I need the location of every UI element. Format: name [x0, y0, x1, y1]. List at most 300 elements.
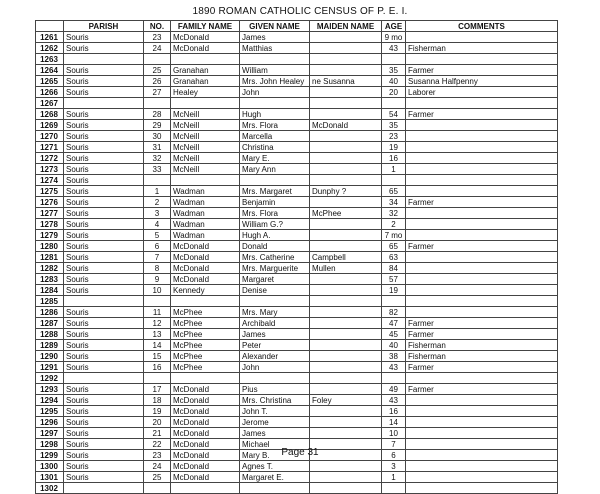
parish-cell — [64, 98, 144, 109]
age-cell: 47 — [382, 318, 406, 329]
household-number: 27 — [144, 87, 171, 98]
age-cell: 65 — [382, 241, 406, 252]
family-name-cell: McNeill — [171, 142, 240, 153]
age-cell: 35 — [382, 120, 406, 131]
household-number — [144, 373, 171, 384]
household-number: 3 — [144, 208, 171, 219]
table-body — [36, 32, 558, 494]
family-name-cell: McNeill — [171, 131, 240, 142]
household-number: 32 — [144, 153, 171, 164]
maiden-name-cell — [310, 230, 382, 241]
family-name-cell: McPhee — [171, 362, 240, 373]
family-name-cell: McPhee — [171, 340, 240, 351]
age-cell: 82 — [382, 307, 406, 318]
family-name-cell — [171, 98, 240, 109]
parish-cell — [64, 483, 144, 494]
comments-cell: Fisherman — [406, 43, 558, 54]
table-row — [36, 120, 558, 131]
parish-cell — [64, 373, 144, 384]
given-name-cell: Marcella — [240, 131, 310, 142]
table-row — [36, 307, 558, 318]
table-row — [36, 351, 558, 362]
given-name-cell: Benjamin — [240, 197, 310, 208]
parish-cell: Souris — [64, 318, 144, 329]
parish-cell: Souris — [64, 87, 144, 98]
comments-cell — [406, 274, 558, 285]
age-cell: 35 — [382, 65, 406, 76]
family-name-cell: Wadman — [171, 208, 240, 219]
family-name-cell: McDonald — [171, 428, 240, 439]
given-name-cell: Christina — [240, 142, 310, 153]
given-name-cell: Margaret — [240, 274, 310, 285]
household-number: 12 — [144, 318, 171, 329]
parish-cell: Souris — [64, 65, 144, 76]
age-cell — [382, 483, 406, 494]
table-row — [36, 406, 558, 417]
family-name-cell: Kennedy — [171, 285, 240, 296]
record-number: 1295 — [36, 406, 64, 417]
family-name-cell: McDonald — [171, 406, 240, 417]
household-number: 28 — [144, 109, 171, 120]
age-cell: 10 — [382, 428, 406, 439]
comments-cell — [406, 120, 558, 131]
table-row — [36, 461, 558, 472]
comments-cell: Farmer — [406, 329, 558, 340]
age-cell: 54 — [382, 109, 406, 120]
table-row — [36, 142, 558, 153]
comments-cell — [406, 395, 558, 406]
maiden-name-cell — [310, 65, 382, 76]
age-cell: 65 — [382, 186, 406, 197]
family-name-cell: McDonald — [171, 32, 240, 43]
record-number: 1268 — [36, 109, 64, 120]
age-cell: 23 — [382, 131, 406, 142]
header-age: AGE — [382, 21, 406, 32]
family-name-cell: McDonald — [171, 263, 240, 274]
maiden-name-cell — [310, 87, 382, 98]
household-number: 9 — [144, 274, 171, 285]
age-cell: 20 — [382, 87, 406, 98]
given-name-cell: Mrs. John Healey — [240, 76, 310, 87]
table-row — [36, 175, 558, 186]
comments-cell: Farmer — [406, 384, 558, 395]
record-number: 1273 — [36, 164, 64, 175]
comments-cell: Fisherman — [406, 351, 558, 362]
parish-cell: Souris — [64, 417, 144, 428]
parish-cell: Souris — [64, 461, 144, 472]
record-number: 1280 — [36, 241, 64, 252]
family-name-cell: McDonald — [171, 395, 240, 406]
maiden-name-cell — [310, 197, 382, 208]
table-row — [36, 241, 558, 252]
table-row — [36, 318, 558, 329]
record-number: 1300 — [36, 461, 64, 472]
record-number: 1294 — [36, 395, 64, 406]
family-name-cell: Wadman — [171, 230, 240, 241]
maiden-name-cell: Mullen — [310, 263, 382, 274]
family-name-cell: Wadman — [171, 219, 240, 230]
comments-cell — [406, 32, 558, 43]
given-name-cell: James — [240, 32, 310, 43]
family-name-cell: Granahan — [171, 65, 240, 76]
age-cell: 16 — [382, 406, 406, 417]
parish-cell: Souris — [64, 153, 144, 164]
given-name-cell — [240, 296, 310, 307]
record-number: 1289 — [36, 340, 64, 351]
family-name-cell: McDonald — [171, 472, 240, 483]
table-row — [36, 153, 558, 164]
parish-cell: Souris — [64, 274, 144, 285]
maiden-name-cell — [310, 406, 382, 417]
maiden-name-cell — [310, 318, 382, 329]
household-number: 22 — [144, 439, 171, 450]
given-name-cell: Mrs. Flora — [240, 208, 310, 219]
parish-cell: Souris — [64, 351, 144, 362]
family-name-cell — [171, 373, 240, 384]
maiden-name-cell — [310, 384, 382, 395]
maiden-name-cell — [310, 109, 382, 120]
comments-cell: Farmer — [406, 241, 558, 252]
maiden-name-cell — [310, 483, 382, 494]
record-number: 1288 — [36, 329, 64, 340]
maiden-name-cell — [310, 43, 382, 54]
household-number: 7 — [144, 252, 171, 263]
given-name-cell: Michael — [240, 439, 310, 450]
age-cell: 43 — [382, 43, 406, 54]
comments-cell — [406, 483, 558, 494]
record-number: 1299 — [36, 450, 64, 461]
family-name-cell: McDonald — [171, 241, 240, 252]
table-row — [36, 263, 558, 274]
parish-cell: Souris — [64, 43, 144, 54]
parish-cell: Souris — [64, 164, 144, 175]
record-number: 1272 — [36, 153, 64, 164]
household-number — [144, 483, 171, 494]
given-name-cell: Agnes T. — [240, 461, 310, 472]
family-name-cell — [171, 296, 240, 307]
parish-cell: Souris — [64, 109, 144, 120]
given-name-cell: Hugh A. — [240, 230, 310, 241]
age-cell: 1 — [382, 164, 406, 175]
maiden-name-cell — [310, 351, 382, 362]
record-number: 1278 — [36, 219, 64, 230]
household-number: 30 — [144, 131, 171, 142]
household-number: 10 — [144, 285, 171, 296]
age-cell — [382, 175, 406, 186]
parish-cell: Souris — [64, 450, 144, 461]
given-name-cell: Matthias — [240, 43, 310, 54]
family-name-cell: Wadman — [171, 197, 240, 208]
comments-cell — [406, 296, 558, 307]
parish-cell: Souris — [64, 241, 144, 252]
table-row — [36, 296, 558, 307]
family-name-cell: McPhee — [171, 351, 240, 362]
household-number — [144, 296, 171, 307]
table-row — [36, 65, 558, 76]
age-cell — [382, 296, 406, 307]
family-name-cell: Granahan — [171, 76, 240, 87]
household-number: 14 — [144, 340, 171, 351]
record-number: 1269 — [36, 120, 64, 131]
household-number: 23 — [144, 450, 171, 461]
household-number: 29 — [144, 120, 171, 131]
family-name-cell: McDonald — [171, 43, 240, 54]
comments-cell — [406, 142, 558, 153]
header-index — [36, 21, 64, 32]
maiden-name-cell — [310, 428, 382, 439]
comments-cell — [406, 208, 558, 219]
comments-cell — [406, 307, 558, 318]
record-number: 1292 — [36, 373, 64, 384]
record-number: 1298 — [36, 439, 64, 450]
given-name-cell — [240, 373, 310, 384]
family-name-cell: McPhee — [171, 307, 240, 318]
parish-cell: Souris — [64, 340, 144, 351]
comments-cell — [406, 131, 558, 142]
given-name-cell: Mrs. Mary — [240, 307, 310, 318]
family-name-cell: McDonald — [171, 461, 240, 472]
parish-cell: Souris — [64, 384, 144, 395]
age-cell: 57 — [382, 274, 406, 285]
maiden-name-cell — [310, 417, 382, 428]
parish-cell: Souris — [64, 142, 144, 153]
parish-cell: Souris — [64, 219, 144, 230]
household-number: 6 — [144, 241, 171, 252]
age-cell: 63 — [382, 252, 406, 263]
age-cell: 84 — [382, 263, 406, 274]
table-row — [36, 131, 558, 142]
parish-cell: Souris — [64, 230, 144, 241]
age-cell — [382, 54, 406, 65]
household-number: 23 — [144, 32, 171, 43]
family-name-cell: McPhee — [171, 329, 240, 340]
table-row — [36, 230, 558, 241]
table-row — [36, 109, 558, 120]
comments-cell — [406, 164, 558, 175]
age-cell: 34 — [382, 197, 406, 208]
table-row — [36, 384, 558, 395]
given-name-cell: James — [240, 329, 310, 340]
record-number: 1283 — [36, 274, 64, 285]
given-name-cell: William G.? — [240, 219, 310, 230]
household-number: 20 — [144, 417, 171, 428]
table-row — [36, 373, 558, 384]
parish-cell: Souris — [64, 186, 144, 197]
header-parish: PARISH — [64, 21, 144, 32]
parish-cell: Souris — [64, 439, 144, 450]
parish-cell: Souris — [64, 131, 144, 142]
maiden-name-cell — [310, 362, 382, 373]
maiden-name-cell — [310, 472, 382, 483]
table-row — [36, 219, 558, 230]
maiden-name-cell — [310, 142, 382, 153]
record-number: 1277 — [36, 208, 64, 219]
comments-cell — [406, 175, 558, 186]
household-number: 24 — [144, 43, 171, 54]
maiden-name-cell — [310, 219, 382, 230]
parish-cell: Souris — [64, 472, 144, 483]
maiden-name-cell — [310, 340, 382, 351]
family-name-cell: McDonald — [171, 252, 240, 263]
given-name-cell: Peter — [240, 340, 310, 351]
record-number: 1264 — [36, 65, 64, 76]
comments-cell: Farmer — [406, 109, 558, 120]
comments-cell: Laborer — [406, 87, 558, 98]
maiden-name-cell — [310, 153, 382, 164]
age-cell: 32 — [382, 208, 406, 219]
comments-cell — [406, 98, 558, 109]
maiden-name-cell: ne Susanna — [310, 76, 382, 87]
maiden-name-cell — [310, 307, 382, 318]
comments-cell — [406, 373, 558, 384]
maiden-name-cell: Foley — [310, 395, 382, 406]
given-name-cell: Mrs. Christina — [240, 395, 310, 406]
comments-cell — [406, 219, 558, 230]
maiden-name-cell — [310, 296, 382, 307]
header-given-name: GIVEN NAME — [240, 21, 310, 32]
given-name-cell: Alexander — [240, 351, 310, 362]
record-number: 1287 — [36, 318, 64, 329]
household-number: 16 — [144, 362, 171, 373]
parish-cell: Souris — [64, 175, 144, 186]
parish-cell — [64, 54, 144, 65]
table-row — [36, 285, 558, 296]
household-number: 25 — [144, 472, 171, 483]
comments-cell — [406, 252, 558, 263]
family-name-cell: Wadman — [171, 186, 240, 197]
table-row — [36, 395, 558, 406]
family-name-cell: McDonald — [171, 450, 240, 461]
comments-cell: Farmer — [406, 318, 558, 329]
household-number: 21 — [144, 428, 171, 439]
family-name-cell: McDonald — [171, 384, 240, 395]
given-name-cell: Jerome — [240, 417, 310, 428]
given-name-cell: Mrs. Flora — [240, 120, 310, 131]
table-row — [36, 274, 558, 285]
comments-cell — [406, 428, 558, 439]
table-row — [36, 483, 558, 494]
household-number: 8 — [144, 263, 171, 274]
comments-cell — [406, 153, 558, 164]
record-number: 1270 — [36, 131, 64, 142]
parish-cell: Souris — [64, 329, 144, 340]
table-row — [36, 87, 558, 98]
table-row — [36, 186, 558, 197]
age-cell: 7 — [382, 439, 406, 450]
comments-cell — [406, 406, 558, 417]
record-number: 1291 — [36, 362, 64, 373]
family-name-cell — [171, 175, 240, 186]
maiden-name-cell — [310, 175, 382, 186]
family-name-cell: McDonald — [171, 439, 240, 450]
given-name-cell: Mrs. Marguerite — [240, 263, 310, 274]
given-name-cell — [240, 483, 310, 494]
family-name-cell: McNeill — [171, 120, 240, 131]
given-name-cell: Donald — [240, 241, 310, 252]
record-number: 1271 — [36, 142, 64, 153]
maiden-name-cell — [310, 54, 382, 65]
given-name-cell: John T. — [240, 406, 310, 417]
household-number: 5 — [144, 230, 171, 241]
family-name-cell: McDonald — [171, 417, 240, 428]
age-cell: 40 — [382, 76, 406, 87]
table-row — [36, 472, 558, 483]
record-number: 1275 — [36, 186, 64, 197]
given-name-cell: Pius — [240, 384, 310, 395]
given-name-cell — [240, 54, 310, 65]
header-maiden-name: MAIDEN NAME — [310, 21, 382, 32]
table-row — [36, 98, 558, 109]
comments-cell — [406, 186, 558, 197]
table-row — [36, 197, 558, 208]
age-cell: 43 — [382, 362, 406, 373]
maiden-name-cell: Campbell — [310, 252, 382, 263]
record-number: 1286 — [36, 307, 64, 318]
maiden-name-cell — [310, 373, 382, 384]
record-number: 1263 — [36, 54, 64, 65]
table-row — [36, 252, 558, 263]
age-cell: 49 — [382, 384, 406, 395]
given-name-cell: Mary E. — [240, 153, 310, 164]
given-name-cell: John — [240, 87, 310, 98]
table-row — [36, 428, 558, 439]
record-number: 1274 — [36, 175, 64, 186]
maiden-name-cell — [310, 131, 382, 142]
page-title: 1890 ROMAN CATHOLIC CENSUS OF P. E. I. — [192, 6, 408, 17]
comments-cell: Farmer — [406, 65, 558, 76]
household-number: 25 — [144, 65, 171, 76]
household-number: 4 — [144, 219, 171, 230]
household-number — [144, 175, 171, 186]
table-row — [36, 32, 558, 43]
table-row — [36, 329, 558, 340]
family-name-cell: McPhee — [171, 318, 240, 329]
record-number: 1266 — [36, 87, 64, 98]
table-row — [36, 208, 558, 219]
given-name-cell: Mary B. — [240, 450, 310, 461]
parish-cell: Souris — [64, 285, 144, 296]
comments-cell — [406, 417, 558, 428]
household-number: 1 — [144, 186, 171, 197]
given-name-cell: James — [240, 428, 310, 439]
household-number — [144, 54, 171, 65]
maiden-name-cell — [310, 164, 382, 175]
household-number — [144, 98, 171, 109]
parish-cell: Souris — [64, 263, 144, 274]
parish-cell: Souris — [64, 32, 144, 43]
given-name-cell — [240, 98, 310, 109]
given-name-cell: Margaret E. — [240, 472, 310, 483]
age-cell: 6 — [382, 450, 406, 461]
comments-cell — [406, 230, 558, 241]
parish-cell: Souris — [64, 307, 144, 318]
record-number: 1302 — [36, 483, 64, 494]
age-cell: 19 — [382, 142, 406, 153]
table-row — [36, 417, 558, 428]
comments-cell: Fisherman — [406, 340, 558, 351]
age-cell: 40 — [382, 340, 406, 351]
household-number: 33 — [144, 164, 171, 175]
record-number: 1293 — [36, 384, 64, 395]
household-number: 24 — [144, 461, 171, 472]
census-table — [35, 20, 558, 494]
maiden-name-cell — [310, 241, 382, 252]
comments-cell — [406, 472, 558, 483]
age-cell: 43 — [382, 395, 406, 406]
record-number: 1301 — [36, 472, 64, 483]
age-cell: 2 — [382, 219, 406, 230]
family-name-cell: McNeill — [171, 153, 240, 164]
